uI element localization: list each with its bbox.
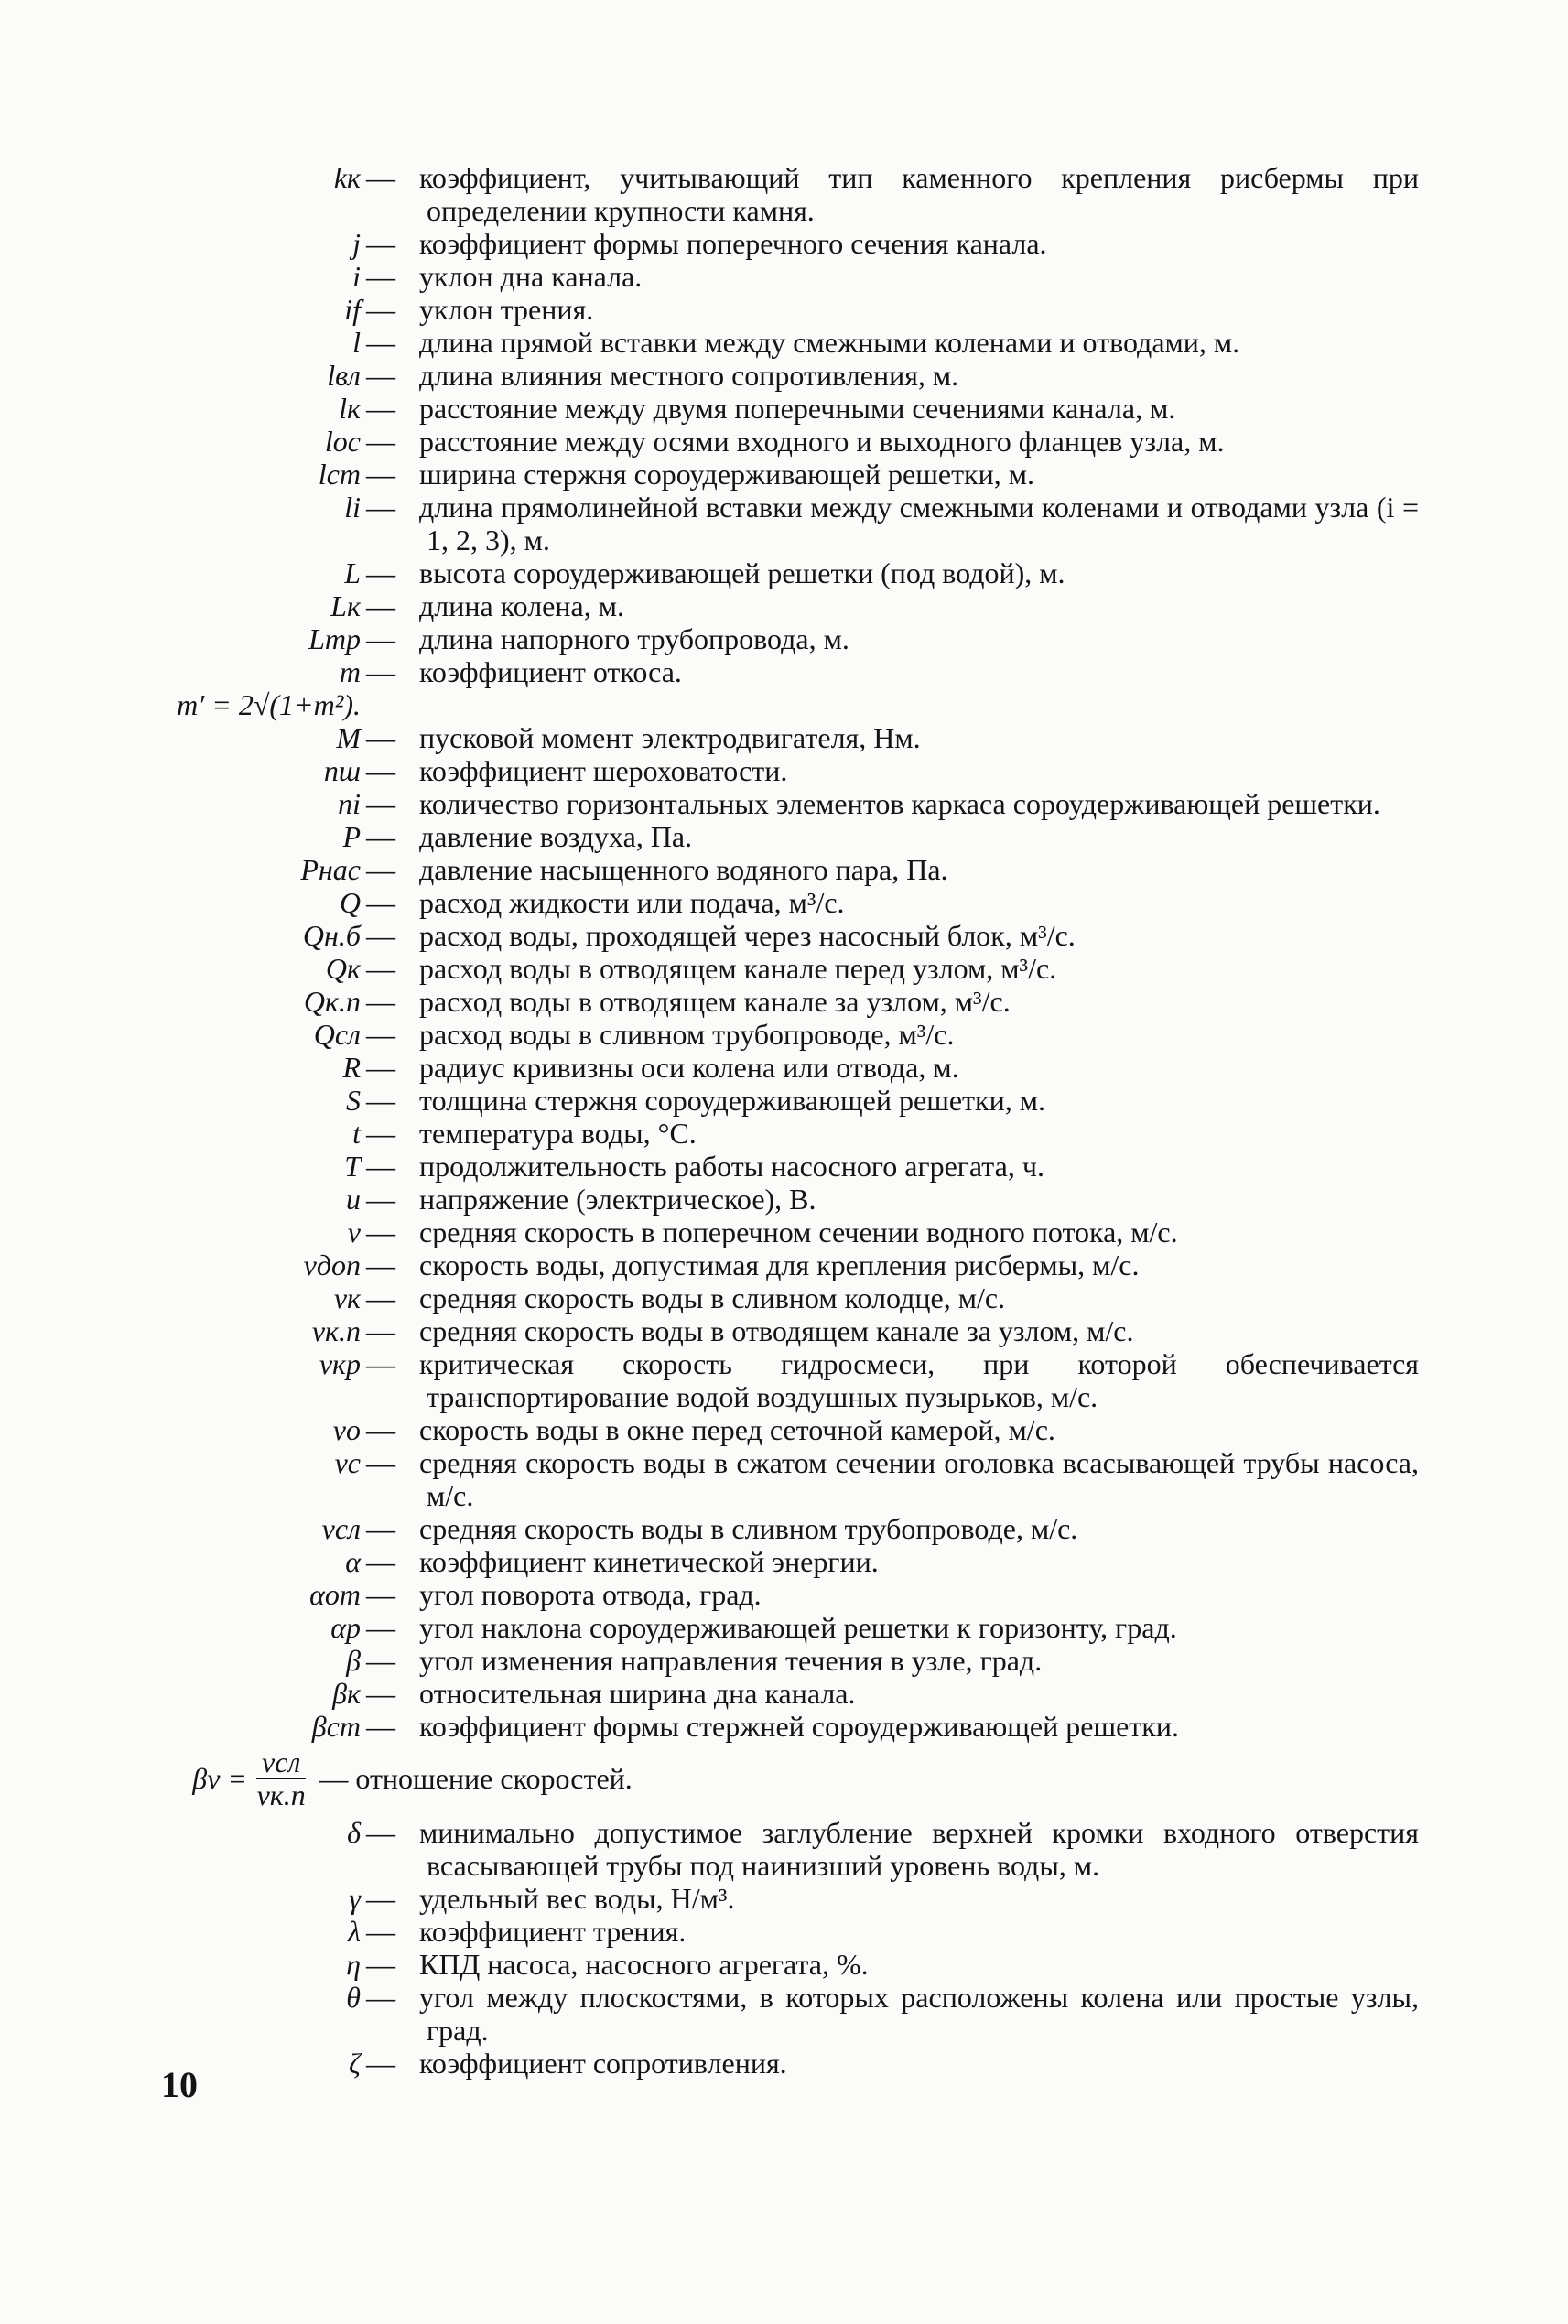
symbol-entry <box>156 1512 1419 1545</box>
symbol: v <box>347 1216 361 1248</box>
symbol-entry <box>156 853 1419 886</box>
symbol-definition: — критическая скорость гидросмеси, при которой обеспечивается транспортирование водой воздушных пузырьков, м/с. <box>366 1347 1419 1413</box>
symbol: vкр <box>319 1347 361 1380</box>
symbol: Lтр <box>308 622 361 655</box>
symbol-entry <box>156 1446 1419 1512</box>
symbol: lос <box>324 425 361 458</box>
symbol: γ <box>349 1882 361 1915</box>
symbol-definition: — продолжительность работы насосного агрегата, ч. <box>366 1150 1044 1183</box>
symbol-definition: — средняя скорость воды в отводящем канале за узлом, м/с. <box>366 1314 1134 1347</box>
symbol-definition: — расход воды в отводящем канале перед узлом, м³/с. <box>366 952 1057 985</box>
symbol: η <box>346 1948 361 1981</box>
definition-text: расстояние между двумя поперечными сечениями канала, м. <box>419 392 1176 425</box>
symbol-entry <box>156 1183 1419 1216</box>
symbol: Pнас <box>300 853 361 886</box>
symbol-definition: — скорость воды в окне перед сеточной камерой, м/с. <box>366 1413 1055 1446</box>
symbol-definition: — длина прямой вставки между смежными коленами и отводами, м. <box>366 326 1240 359</box>
symbol: if <box>344 293 361 326</box>
definition-text: длина прямой вставки между смежными коленами и отводами, м. <box>419 326 1240 359</box>
symbol-entry <box>156 1051 1419 1084</box>
symbols-group-latin-lower <box>156 161 1419 688</box>
symbol-definition: — коэффициент шероховатости. <box>366 754 788 787</box>
symbol-entry <box>156 952 1419 985</box>
symbol: β <box>346 1644 361 1677</box>
definition-text: коэффициент, учитывающий тип каменного крепления рисбермы при определении крупности камня. <box>419 161 1419 227</box>
definition-text: напряжение (электрическое), В. <box>419 1183 816 1216</box>
definition-text: радиус кривизны оси колена или отвода, м. <box>419 1051 959 1084</box>
symbol-definition: — средняя скорость воды в сжатом сечении оголовка всасывающей трубы насоса, м/с. <box>366 1446 1419 1512</box>
symbol: ni <box>338 787 361 820</box>
definition-text: пусковой момент электродвигателя, Нм. <box>419 721 921 754</box>
symbol-definition: — давление воздуха, Па. <box>366 820 693 853</box>
symbol-definition: — коэффициент кинетической энергии. <box>366 1545 879 1578</box>
symbol-definition: — радиус кривизны оси колена или отвода, м. <box>366 1051 959 1084</box>
symbol-entry <box>156 985 1419 1018</box>
symbol-entry <box>156 1710 1419 1743</box>
definition-text: длина напорного трубопровода, м. <box>419 622 849 655</box>
symbol-definition: — коэффициент формы стержней сороудерживающей решетки. <box>366 1710 1179 1743</box>
symbol-entry <box>156 1644 1419 1677</box>
definition-text: давление воздуха, Па. <box>419 820 693 853</box>
symbols-list <box>156 161 1419 2080</box>
page-number: 10 <box>161 2064 198 2105</box>
symbol: j <box>352 227 361 260</box>
symbol: kк <box>333 161 361 194</box>
symbol-entry <box>156 293 1419 326</box>
symbol-entry <box>156 1150 1419 1183</box>
symbol: lст <box>318 458 361 491</box>
symbol-definition: — средняя скорость в поперечном сечении водного потока, м/с. <box>366 1216 1178 1248</box>
definition-text: коэффициент шероховатости. <box>419 754 788 787</box>
ratio-symbol: βv = <box>192 1762 247 1795</box>
definition-text: скорость воды в окне перед сеточной камерой, м/с. <box>419 1413 1055 1446</box>
definition-text: расход жидкости или подача, м³/с. <box>419 886 845 919</box>
symbol: lк <box>339 392 361 425</box>
symbol-definition: — ширина стержня сороудерживающей решетки, м. <box>366 458 1034 491</box>
definition-text: средняя скорость в поперечном сечении водного потока, м/с. <box>419 1216 1178 1248</box>
symbol: αот <box>309 1578 361 1611</box>
symbol-entry <box>156 1248 1419 1281</box>
definition-text: относительная ширина дна канала. <box>419 1677 856 1710</box>
definition-text: длина колена, м. <box>419 589 624 622</box>
symbols-group-main <box>156 721 1419 1743</box>
symbol: nш <box>323 754 361 787</box>
symbol: L <box>344 557 361 589</box>
symbol-definition: — средняя скорость воды в сливном трубопроводе, м/с. <box>366 1512 1078 1545</box>
symbol-definition: — угол наклона сороудерживающей решетки к горизонту, град. <box>366 1611 1177 1644</box>
symbol-definition: — давление насыщенного водяного пара, Па. <box>366 853 948 886</box>
symbol-entry <box>156 622 1419 655</box>
symbol-definition: — минимально допустимое заглубление верхней кромки входного отверстия всасывающей трубы под наинизший уровень воды, м. <box>366 1816 1419 1882</box>
symbol-definition: — количество горизонтальных элементов каркаса сороудерживающей решетки. <box>366 787 1380 820</box>
symbol-definition: — расстояние между двумя поперечными сечениями канала, м. <box>366 392 1176 425</box>
symbol-entry <box>156 1882 1419 1915</box>
definition-text: количество горизонтальных элементов каркаса сороудерживающей решетки. <box>419 787 1380 820</box>
symbol-entry <box>156 425 1419 458</box>
symbol-entry <box>156 1948 1419 1981</box>
symbol-definition: — коэффициент трения. <box>366 1915 687 1948</box>
symbol-definition: — КПД насоса, насосного агрегата, %. <box>366 1948 869 1981</box>
definition-text: средняя скорость воды в сливном колодце, м/с. <box>419 1281 1006 1314</box>
symbol: u <box>346 1183 361 1216</box>
symbol: vдоп <box>303 1248 361 1281</box>
symbol-entry <box>156 1216 1419 1248</box>
symbol-entry <box>156 491 1419 557</box>
symbol-entry <box>156 1677 1419 1710</box>
symbol-definition: — длина колена, м. <box>366 589 624 622</box>
definition-text: толщина стержня сороудерживающей решетки, м. <box>419 1084 1045 1117</box>
symbol-definition: — коэффициент сопротивления. <box>366 2047 787 2080</box>
symbol-entry <box>156 326 1419 359</box>
symbol-entry <box>156 1578 1419 1611</box>
symbol: βк <box>332 1677 361 1710</box>
definition-text: длина влияния местного сопротивления, м. <box>419 359 959 392</box>
definition-text: средняя скорость воды в отводящем канале за узлом, м/с. <box>419 1314 1134 1347</box>
symbol: t <box>352 1117 361 1150</box>
symbol: m <box>339 655 361 688</box>
symbol-entry <box>156 787 1419 820</box>
symbol-definition: — напряжение (электрическое), В. <box>366 1183 816 1216</box>
symbol-entry <box>156 1413 1419 1446</box>
symbol: α <box>345 1545 361 1578</box>
definition-text: скорость воды, допустимая для крепления рисбермы, м/с. <box>419 1248 1140 1281</box>
symbol: Qн.б <box>302 919 361 952</box>
symbol-entry <box>156 919 1419 952</box>
symbol: M <box>336 721 361 754</box>
symbol-entry <box>156 1981 1419 2047</box>
definition-text: средняя скорость воды в сжатом сечении оголовка всасывающей трубы насоса, м/с. <box>419 1446 1419 1512</box>
symbol: ζ <box>349 2047 361 2080</box>
definition-text: расстояние между осями входного и выходного фланцев узла, м. <box>419 425 1225 458</box>
definition-text: расход воды в сливном трубопроводе, м³/с. <box>419 1018 955 1051</box>
symbol-entry <box>156 1314 1419 1347</box>
symbol-definition: — температура воды, °С. <box>366 1117 697 1150</box>
symbol-definition: — угол поворота отвода, град. <box>366 1578 762 1611</box>
definition-text: уклон трения. <box>419 293 594 326</box>
definition-text: угол изменения направления течения в узле, град. <box>419 1644 1043 1677</box>
definition-text: расход воды в отводящем канале перед узлом, м³/с. <box>419 952 1057 985</box>
definition-text: угол поворота отвода, град. <box>419 1578 762 1611</box>
symbol-entry <box>156 1611 1419 1644</box>
formula-entry <box>156 688 1419 721</box>
symbol: P <box>342 820 361 853</box>
symbol-entry <box>156 886 1419 919</box>
symbol: lвл <box>327 359 361 392</box>
symbol: l <box>352 326 361 359</box>
symbol-definition: — расход воды, проходящей через насосный блок, м³/с. <box>366 919 1076 952</box>
symbol-definition: — расстояние между осями входного и выходного фланцев узла, м. <box>366 425 1225 458</box>
symbol-definition: — коэффициент формы поперечного сечения канала. <box>366 227 1047 260</box>
symbol-entry <box>156 1084 1419 1117</box>
ratio-numerator: vсл <box>256 1746 306 1779</box>
definition-text: продолжительность работы насосного агрегата, ч. <box>419 1150 1044 1183</box>
symbol-entry <box>156 1816 1419 1882</box>
symbol: αр <box>330 1611 361 1644</box>
symbol-definition: — расход воды в отводящем канале за узлом, м³/с. <box>366 985 1011 1018</box>
symbol-definition: — средняя скорость воды в сливном колодце, м/с. <box>366 1281 1006 1314</box>
symbol-definition: — уклон трения. <box>366 293 594 326</box>
symbol: i <box>352 260 361 293</box>
symbol: Q <box>339 886 361 919</box>
symbol-definition: — уклон дна канала. <box>366 260 643 293</box>
symbol-entry <box>156 392 1419 425</box>
symbol-definition: — коэффициент откоса. <box>366 655 682 688</box>
symbol-definition: — длина прямолинейной вставки между смежными коленами и отводами узла (i = 1, 2, 3), м. <box>366 491 1419 557</box>
definition-text: уклон дна канала. <box>419 260 643 293</box>
symbol: θ <box>346 1981 361 2014</box>
symbols-group-greek <box>156 1816 1419 2080</box>
symbol: Lк <box>330 589 361 622</box>
symbol-entry <box>156 1281 1419 1314</box>
symbol-entry <box>156 1117 1419 1150</box>
definition-text: расход воды в отводящем канале за узлом, м³/с. <box>419 985 1011 1018</box>
symbol: vс <box>334 1446 361 1479</box>
ratio-fraction <box>256 1746 306 1811</box>
symbol-entry <box>156 655 1419 688</box>
symbol-definition: — пусковой момент электродвигателя, Нм. <box>366 721 921 754</box>
ratio-denominator: vк.п <box>256 1778 306 1811</box>
definition-text: давление насыщенного водяного пара, Па. <box>419 853 948 886</box>
definition-text: коэффициент сопротивления. <box>419 2047 787 2080</box>
symbol: S <box>346 1084 361 1117</box>
symbol: vо <box>332 1413 361 1446</box>
definition-text: коэффициент откоса. <box>419 655 682 688</box>
definition-text: минимально допустимое заглубление верхней кромки входного отверстия всасывающей трубы под наинизший уровень воды, м. <box>419 1816 1419 1882</box>
definition-text: длина прямолинейной вставки между смежными коленами и отводами узла (i = 1, 2, 3), м. <box>419 491 1419 557</box>
symbol-entry <box>156 227 1419 260</box>
symbol-entry <box>156 458 1419 491</box>
symbol-definition: — коэффициент, учитывающий тип каменного крепления рисбермы при определении крупности камня. <box>366 161 1419 227</box>
symbol-definition: — толщина стержня сороудерживающей решетки, м. <box>366 1084 1045 1117</box>
definition-text: удельный вес воды, Н/м³. <box>419 1882 735 1915</box>
symbol: Qсл <box>313 1018 361 1051</box>
symbol: βст <box>311 1710 361 1743</box>
symbol: vк <box>333 1281 361 1314</box>
symbol-entry <box>156 820 1419 853</box>
definition-text: КПД насоса, насосного агрегата, %. <box>419 1948 869 1981</box>
symbol-definition: — угол между плоскостями, в которых расположены колена или простые узлы, град. <box>366 1981 1419 2047</box>
symbol-definition: — угол изменения направления течения в узле, град. <box>366 1644 1043 1677</box>
symbol: Qк.п <box>303 985 361 1018</box>
symbol-entry <box>156 557 1419 589</box>
symbol-definition: — расход жидкости или подача, м³/с. <box>366 886 845 919</box>
symbol-definition: — относительная ширина дна канала. <box>366 1677 856 1710</box>
symbol-entry <box>156 1545 1419 1578</box>
definition-text: коэффициент трения. <box>419 1915 687 1948</box>
symbol-definition: — длина напорного трубопровода, м. <box>366 622 849 655</box>
symbol-entry <box>156 1018 1419 1051</box>
symbol-entry <box>156 359 1419 392</box>
symbol-entry <box>156 754 1419 787</box>
symbol: T <box>344 1150 361 1183</box>
symbol-entry <box>156 1915 1419 1948</box>
definition-text: высота сороудерживающей решетки (под водой), м. <box>419 557 1065 589</box>
symbol-entry <box>156 721 1419 754</box>
symbol-definition: — расход воды в сливном трубопроводе, м³/с. <box>366 1018 955 1051</box>
symbol: vсл <box>321 1512 361 1545</box>
definition-text: угол между плоскостями, в которых расположены колена или простые узлы, град. <box>419 1981 1419 2047</box>
definition-text: критическая скорость гидросмеси, при которой обеспечивается транспортирование водой воздушных пузырьков, м/с. <box>419 1347 1419 1413</box>
symbol-entry <box>156 1347 1419 1413</box>
symbol: δ <box>347 1816 361 1849</box>
symbol-definition: — удельный вес воды, Н/м³. <box>366 1882 735 1915</box>
symbol-definition: — высота сороудерживающей решетки (под водой), м. <box>366 557 1065 589</box>
symbol-definition: — длина влияния местного сопротивления, м. <box>366 359 959 392</box>
definition-text: ширина стержня сороудерживающей решетки, м. <box>419 458 1034 491</box>
ratio-entry <box>156 1746 1419 1811</box>
definition-text: температура воды, °С. <box>419 1117 697 1150</box>
symbol-entry <box>156 589 1419 622</box>
symbol: vк.п <box>311 1314 361 1347</box>
symbol-definition: — скорость воды, допустимая для крепления рисбермы, м/с. <box>366 1248 1140 1281</box>
symbol: Qк <box>325 952 361 985</box>
symbol-entry <box>156 2047 1419 2080</box>
symbol: R <box>342 1051 361 1084</box>
formula-text: m′ = 2√(1+m²). <box>177 688 361 721</box>
definition-text: расход воды, проходящей через насосный блок, м³/с. <box>419 919 1076 952</box>
ratio-definition: — отношение скоростей. <box>319 1762 633 1795</box>
definition-text: средняя скорость воды в сливном трубопроводе, м/с. <box>419 1512 1078 1545</box>
definition-text: угол наклона сороудерживающей решетки к горизонту, град. <box>419 1611 1177 1644</box>
definition-text: коэффициент формы поперечного сечения канала. <box>419 227 1047 260</box>
symbol-entry <box>156 161 1419 227</box>
symbol: λ <box>348 1915 361 1948</box>
definition-text: коэффициент кинетической энергии. <box>419 1545 879 1578</box>
symbol: li <box>344 491 361 524</box>
definition-text: коэффициент формы стержней сороудерживающей решетки. <box>419 1710 1179 1743</box>
symbol-entry <box>156 260 1419 293</box>
